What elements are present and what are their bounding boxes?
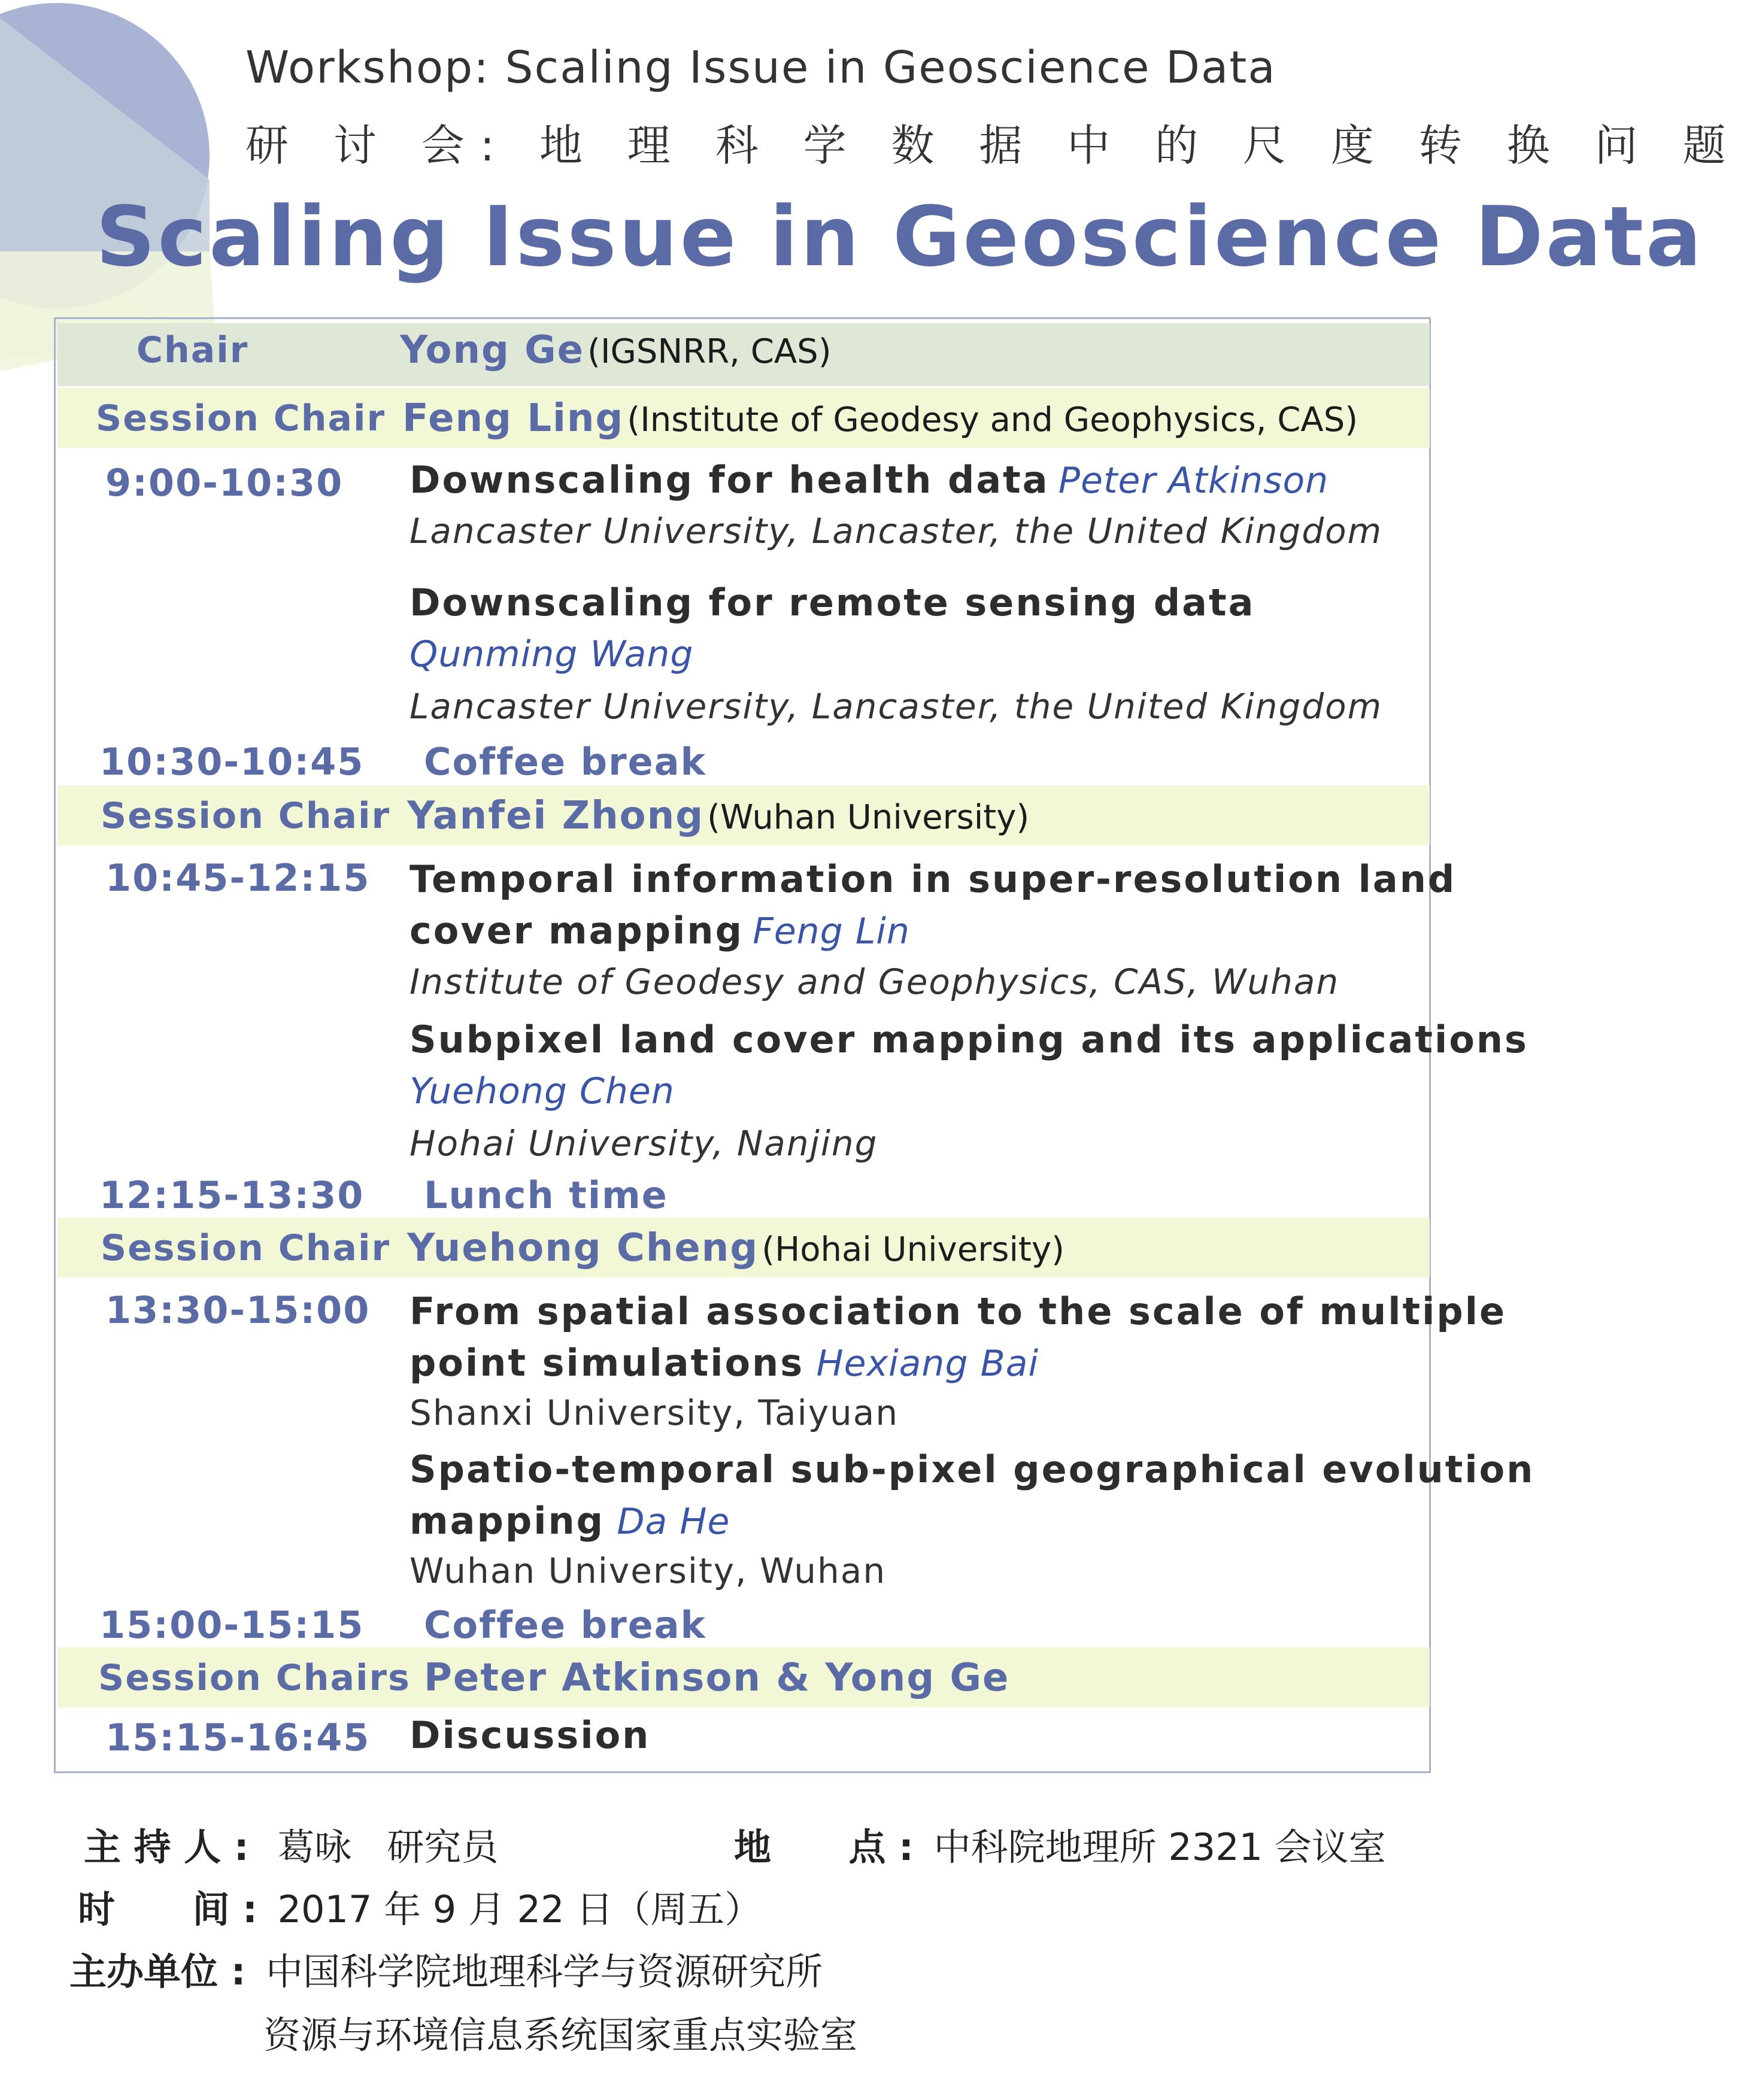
session2-talk1-institution: Institute of Geodesy and Geophysics, CAS, Wuhan [410, 961, 1340, 1002]
session3-talk1-institution: Shanxi University, Taiyuan [410, 1392, 899, 1433]
session2-talk2-speaker: Yuehong Chen [410, 1070, 675, 1112]
session3-talk2-title-line1: Spatio-temporal sub-pixel geographical evolution [410, 1447, 1535, 1491]
session2-talk2-title: Subpixel land cover mapping and its applications [410, 1018, 1528, 1061]
session3-talk2-row2 [410, 1499, 730, 1543]
footer-org-line2: 资源与环境信息系统国家重点实验室 [263, 2013, 858, 2057]
session1-talk1-institution: Lancaster University, Lancaster, the United Kingdom [410, 511, 1383, 551]
decorative-shapes [0, 0, 251, 371]
session2-chair-affiliation: (Wuhan University) [707, 798, 1030, 837]
session1-talk1-speaker: Peter Atkinson [1058, 460, 1329, 502]
main-title: Scaling Issue in Geoscience Data [96, 189, 1704, 285]
session3-talk1-row2 [410, 1341, 1039, 1385]
footer-org-label: 主办单位 : [69, 1950, 246, 1993]
session2-talk1-title-line1: Temporal information in super-resolution land [410, 857, 1457, 901]
session4-label: Discussion [410, 1713, 651, 1757]
session1-talk2-speaker: Qunming Wang [410, 633, 694, 675]
footer-time-label: 时 间 : [78, 1887, 257, 1931]
footer-time [78, 1880, 762, 1933]
session2-talk1-row2 [410, 909, 910, 952]
session1-talk2-institution: Lancaster University, Lancaster, the United Kingdom [410, 686, 1383, 727]
session3-chair-name: Yuehong Cheng [407, 1226, 759, 1270]
session3-talk1-title-line2: point simulations [410, 1341, 805, 1385]
chair-name: Yong Ge [400, 328, 585, 372]
footer-place [734, 1817, 1386, 1871]
session2-talk1-speaker: Feng Lin [753, 911, 910, 952]
session3-talk1-title-line1: From spatial association to the scale of multiple [410, 1289, 1507, 1333]
session4-chair-name: Peter Atkinson & Yong Ge [424, 1656, 1010, 1700]
session3-talk2-title-line2: mapping [410, 1499, 605, 1543]
footer-time-value: 2017 年 9 月 22 日（周五） [277, 1887, 762, 1931]
session1-chair-name: Feng Ling [402, 396, 624, 441]
footer-place-value: 中科院地理所 2321 会议室 [933, 1825, 1386, 1869]
session2-chair-label: Session Chair [101, 795, 391, 837]
session2-chair-name: Yanfei Zhong [407, 794, 704, 838]
session1-talk2-title: Downscaling for remote sensing data [410, 581, 1255, 624]
footer-host-label: 主 持 人 : [84, 1825, 249, 1869]
session1-time: 9:00-10:30 [105, 461, 344, 505]
session1-break-label: Coffee break [424, 740, 706, 784]
chair-label: Chair [137, 329, 249, 371]
session4-time: 15:15-16:45 [105, 1716, 371, 1759]
session1-talk1-title: Downscaling for health data [410, 458, 1050, 502]
session1-talk1-row [410, 458, 1329, 502]
session3-chair-row [407, 1226, 1064, 1270]
session2-break-label: Lunch time [424, 1173, 668, 1217]
session3-chair-label: Session Chair [101, 1227, 391, 1269]
session2-talk2-institution: Hohai University, Nanjing [410, 1123, 878, 1164]
chair-row [400, 328, 832, 372]
session1-chair-row [402, 396, 1358, 441]
session2-chair-row [407, 794, 1029, 838]
session1-break-time: 10:30-10:45 [99, 740, 365, 784]
session3-chair-affiliation: (Hohai University) [762, 1230, 1064, 1269]
session4-chair-label: Session Chairs [98, 1657, 411, 1699]
session3-break-label: Coffee break [424, 1603, 706, 1647]
session3-break-time: 15:00-15:15 [99, 1603, 365, 1647]
footer-org-line1: 中国科学院地理科学与资源研究所 [266, 1950, 823, 1993]
session1-chair-affiliation: (Institute of Geodesy and Geophysics, CAS) [627, 400, 1358, 439]
chair-affiliation: (IGSNRR, CAS) [587, 332, 832, 371]
footer-org [69, 1942, 823, 1995]
workshop-title-en: Workshop: Scaling Issue in Geoscience Data [245, 42, 1276, 93]
footer-host [84, 1817, 498, 1871]
session3-talk1-speaker: Hexiang Bai [816, 1343, 1039, 1385]
footer-place-label: 地 点 : [734, 1825, 914, 1869]
session3-talk2-institution: Wuhan University, Wuhan [410, 1550, 887, 1591]
footer-host-value: 葛咏 研究员 [277, 1825, 499, 1869]
session2-talk1-title-line2: cover mapping [410, 909, 744, 952]
session3-time: 13:30-15:00 [105, 1288, 371, 1332]
session1-chair-label: Session Chair [96, 397, 386, 439]
session2-time: 10:45-12:15 [105, 856, 371, 900]
session3-talk2-speaker: Da He [617, 1501, 730, 1543]
session2-break-time: 12:15-13:30 [99, 1173, 365, 1217]
workshop-title-zh: 研 讨 会: 地 理 科 学 数 据 中 的 尺 度 转 换 问 题 [245, 120, 1741, 171]
